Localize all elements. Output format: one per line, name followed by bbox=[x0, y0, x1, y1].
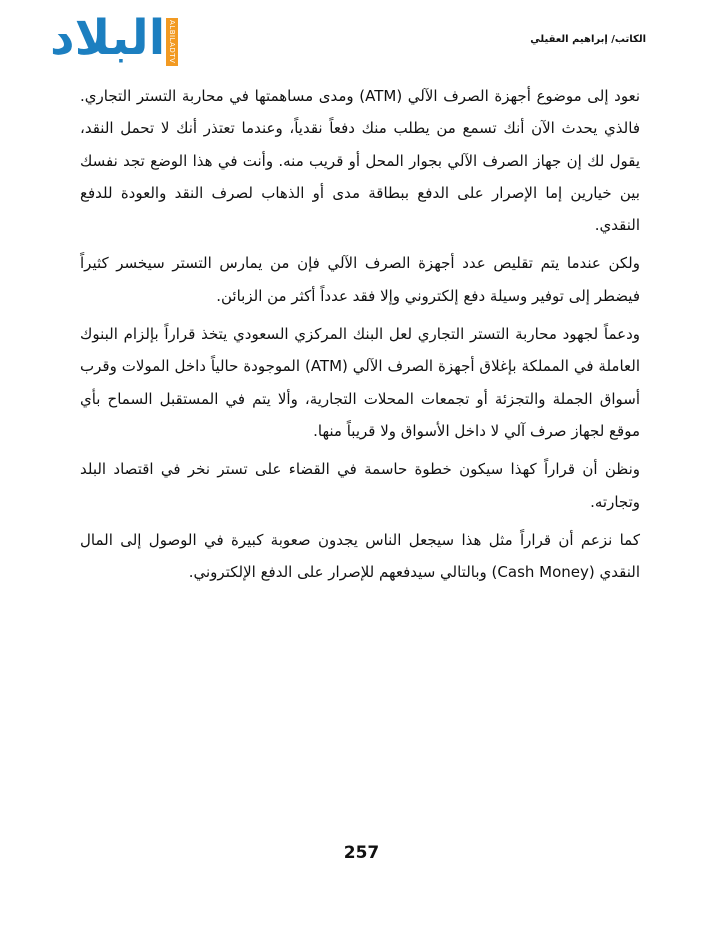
logo bbox=[50, 10, 178, 66]
page-number: 257 bbox=[343, 843, 380, 863]
logo-wordmark: البلاد bbox=[50, 10, 166, 66]
paragraph-1: نعود إلى موضوع أجهزة الصرف الآلي (ATM) ومدى مساهمتها في محاربة التستر التجاري. فالذي يحدث الآن أنك تسمع من يطلب منك دفعاً نقدياً، وعندما تعتذر أنك لا تحمل النقد، يقول لك إن جهاز الصرف الآلي بجوار المحل أو قريب منه. وأنت في هذا الوضع تجد نفسك بين خيارين إما الإصرار على الدفع ببطاقة مدى أو الذهاب لصرف النقد والعودة للدفع النقدي. bbox=[80, 87, 640, 235]
paragraph-2: ولكن عندما يتم تقليص عدد أجهزة الصرف الآلي فإن من يمارس التستر سيخسر كثيراً فيضطر إلى توفير وسيلة دفع إلكتروني وإلا فقد عدداً أكثر من الزبائن. bbox=[80, 254, 640, 305]
author-line: الكاتب/ إبراهيم العقيلي bbox=[530, 34, 646, 45]
paragraph-3: ودعماً لجهود محاربة التستر التجاري لعل البنك المركزي السعودي يتخذ قراراً بإلزام البنوك العاملة في المملكة بإغلاق أجهزة الصرف الآلي (ATM) الموجودة حالياً داخل المولات وقرب أسواق الجملة والتجزئة أو تجمعات المحلات التجارية، وألا يتم في المستقبل السماح بأي موقع لجهاز صرف آلي لا داخل الأسواق ولا قريباً منها. bbox=[80, 325, 641, 440]
paragraph-5: كما نزعم أن قراراً مثل هذا سيجعل الناس يجدون صعوبة كبيرة في الوصول إلى المال النقدي (Cash Money) وبالتالي سيدفعهم للإصرار على الدفع الإلكتروني. bbox=[80, 530, 640, 582]
article-body bbox=[80, 80, 640, 594]
paragraph-4: ونظن أن قراراً كهذا سيكون خطوة حاسمة في القضاء على تستر نخر في اقتصاد البلد وتجارته. bbox=[80, 460, 640, 511]
logo-tag: ALBILADTV bbox=[168, 20, 176, 64]
